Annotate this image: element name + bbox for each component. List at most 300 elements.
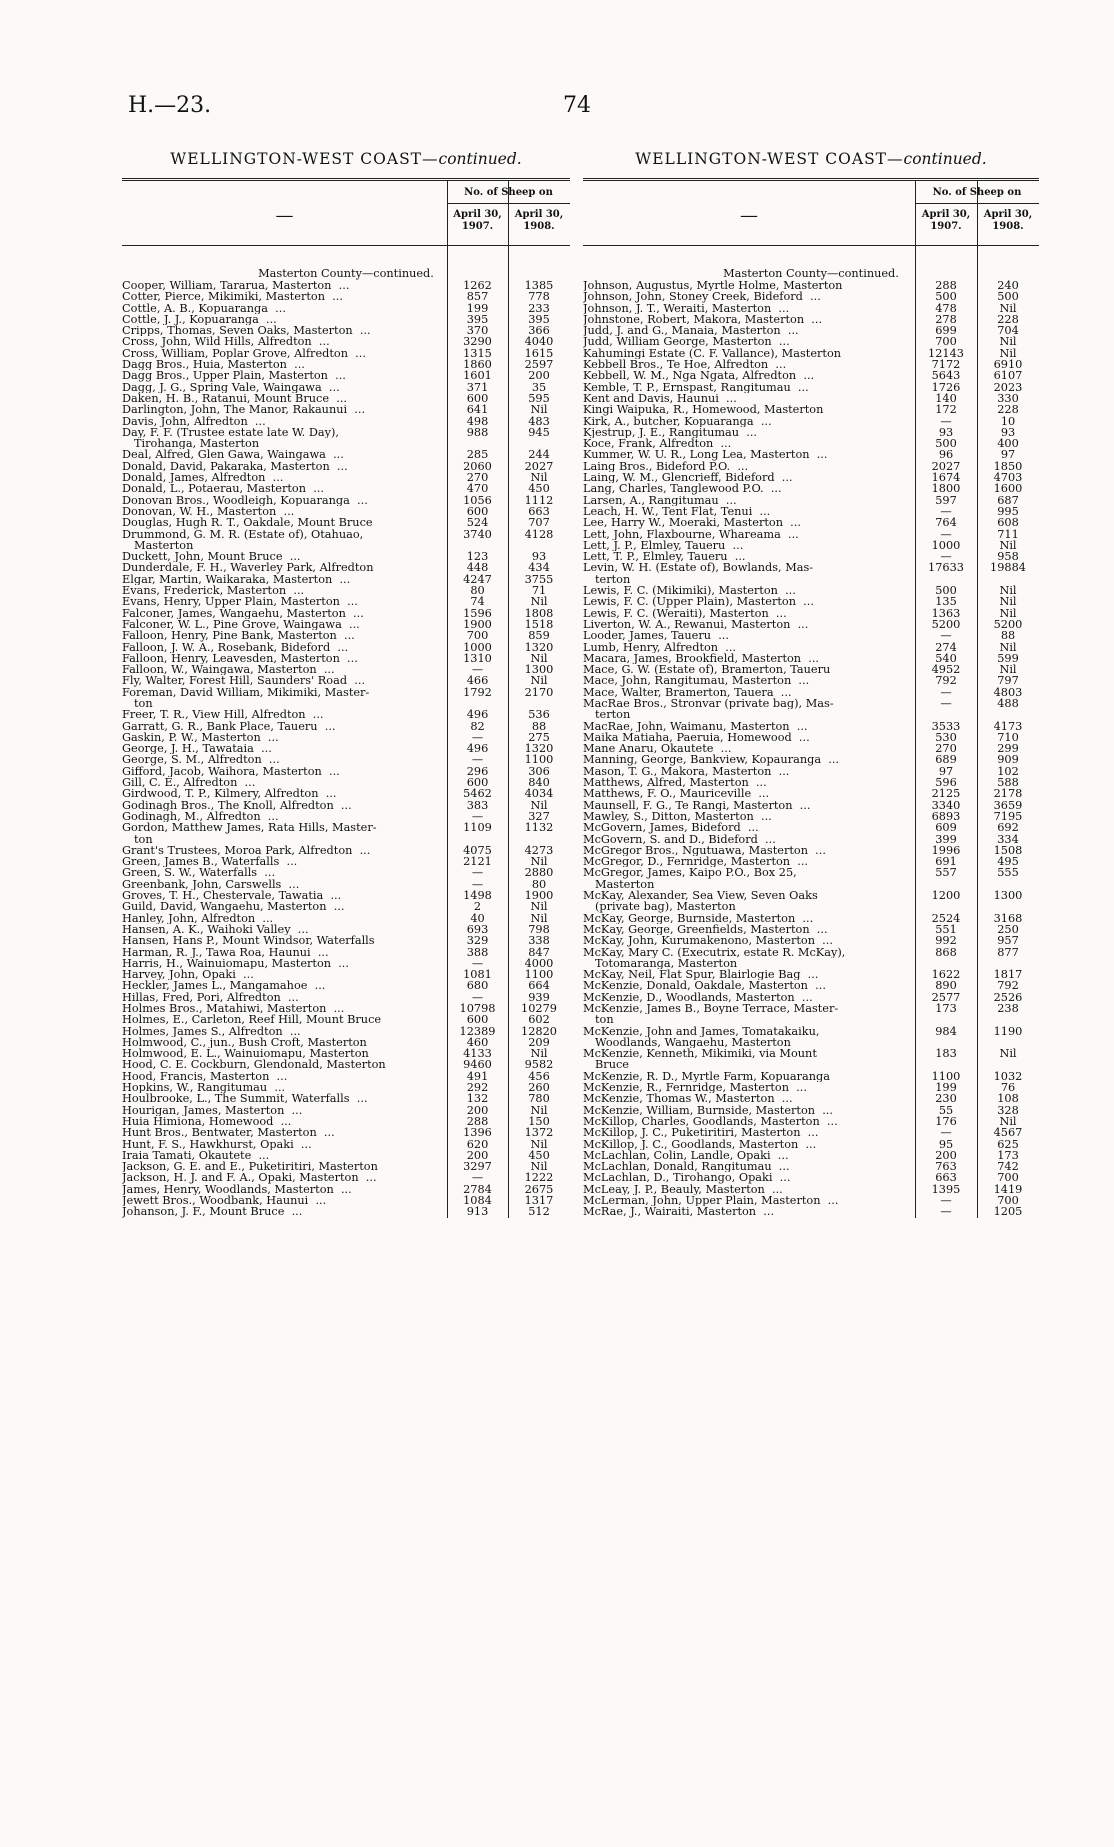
table-row bbox=[583, 370, 1039, 381]
sheep-1908: 495 bbox=[997, 855, 1019, 869]
sheep-1908: 847 bbox=[528, 945, 550, 959]
table-row bbox=[122, 913, 570, 924]
sheep-1908: 2023 bbox=[993, 380, 1023, 394]
sheep-1907: 2 bbox=[473, 900, 482, 914]
table-row bbox=[122, 449, 570, 460]
table-row bbox=[583, 438, 1039, 449]
sheep-1907: 40 bbox=[470, 911, 485, 925]
sheep-1908: 93 bbox=[531, 550, 547, 564]
sheep-1907: 285 bbox=[466, 448, 489, 462]
table-row bbox=[583, 1014, 1039, 1025]
holder-name: Harris, H., Wainuiomapu, Masterton ... bbox=[122, 957, 349, 970]
sheep-1908: 4567 bbox=[993, 1126, 1023, 1140]
table-row bbox=[122, 562, 570, 573]
sheep-1907: 199 bbox=[935, 1081, 957, 1095]
sheep-1907: 176 bbox=[935, 1114, 957, 1128]
sheep-1907: 763 bbox=[935, 1160, 957, 1174]
sheep-1908: 1032 bbox=[993, 1069, 1023, 1083]
table-row bbox=[122, 483, 570, 494]
table-row bbox=[122, 1037, 570, 1048]
sheep-1907: 1000 bbox=[931, 538, 961, 552]
sheep-1908: 334 bbox=[997, 832, 1019, 846]
table-row bbox=[122, 834, 570, 845]
table-row bbox=[122, 291, 570, 302]
holder-name: McKenzie, James B., Boyne Terrace, Master- bbox=[583, 1003, 839, 1015]
sheep-1908: 780 bbox=[528, 1092, 550, 1106]
sheep-1907: 1900 bbox=[463, 617, 492, 631]
table-row bbox=[122, 325, 570, 336]
holder-name: Cross, John, Wild Hills, Alfredton ... bbox=[122, 336, 330, 348]
sheep-1908: Nil bbox=[530, 1103, 548, 1117]
table-row bbox=[122, 1127, 570, 1138]
sheep-1907: 292 bbox=[466, 1081, 489, 1095]
holder-name: Johnson, J. T., Weraiti, Masterton ... bbox=[583, 302, 790, 314]
sheep-1908: 10 bbox=[1000, 414, 1016, 428]
sheep-1908: 1508 bbox=[993, 843, 1023, 857]
table-row bbox=[122, 901, 570, 912]
table-row bbox=[122, 495, 570, 506]
table-row bbox=[583, 721, 1039, 732]
sheep-1908: 233 bbox=[528, 301, 550, 315]
holder-name: Levin, W. H. (Estate of), Bowlands, Mas- bbox=[583, 562, 814, 574]
sheep-1908: 80 bbox=[531, 877, 547, 891]
holder-name: Masterton bbox=[595, 878, 655, 891]
sheep-1908: Nil bbox=[530, 798, 548, 812]
sheep-1907: — bbox=[940, 414, 952, 428]
sheep-1908: 483 bbox=[528, 414, 550, 428]
sheep-1907: 3297 bbox=[463, 1160, 492, 1174]
sheep-1907: 132 bbox=[466, 1092, 489, 1106]
sheep-1908: 687 bbox=[997, 493, 1019, 507]
sheep-1908: 12820 bbox=[521, 1024, 557, 1038]
holder-name: James, Henry, Woodlands, Masterton ... bbox=[122, 1183, 352, 1196]
table-row bbox=[122, 811, 570, 822]
holder-name: Cottle, A. B., Kopuaranga ... bbox=[122, 302, 286, 314]
sheep-1907: 270 bbox=[935, 742, 957, 756]
sheep-1908: 4273 bbox=[524, 843, 554, 857]
sheep-1908: 707 bbox=[528, 516, 550, 530]
sheep-1908: 97 bbox=[1000, 448, 1016, 462]
column-divider bbox=[915, 246, 916, 1218]
table-row bbox=[122, 529, 570, 540]
holder-name: Mace, John, Rangitumau, Masterton ... bbox=[583, 675, 810, 687]
holder-name: Cripps, Thomas, Seven Oaks, Masterton ... bbox=[122, 325, 371, 337]
header-dash: — bbox=[740, 205, 758, 226]
holder-name: MacRae Bros., Stronvar (private bag), Mas- bbox=[583, 697, 834, 710]
table-row bbox=[583, 619, 1039, 630]
holder-name: Hanley, John, Alfredton ... bbox=[122, 912, 274, 924]
sheep-1908: 945 bbox=[528, 425, 550, 439]
table-row bbox=[122, 1161, 570, 1172]
holder-name: Lee, Harry W., Moeraki, Masterton ... bbox=[583, 517, 801, 529]
table-row bbox=[583, 1172, 1039, 1183]
table-row bbox=[122, 359, 570, 370]
sheep-1907: 383 bbox=[466, 798, 489, 812]
table-row bbox=[583, 754, 1039, 765]
sheep-1908: 859 bbox=[528, 629, 550, 643]
holder-name: McGregor, D., Fernridge, Masterton ... bbox=[583, 856, 809, 868]
sheep-1908: 1100 bbox=[524, 753, 554, 767]
sheep-1907: 857 bbox=[466, 290, 489, 304]
table-row bbox=[122, 766, 570, 777]
sheep-1907: 329 bbox=[466, 934, 489, 948]
sheep-1907: 600 bbox=[466, 391, 489, 405]
holder-name: Mace, Walter, Bramerton, Tauera ... bbox=[583, 686, 792, 698]
left-column bbox=[122, 150, 570, 1218]
holder-name: McLachlan, D., Tirohango, Opaki ... bbox=[583, 1172, 791, 1184]
table-row bbox=[122, 1082, 570, 1093]
sheep-1908: 240 bbox=[997, 279, 1019, 292]
sheep-1907: 498 bbox=[466, 414, 489, 428]
holder-name: Manning, George, Bankview, Kopauranga ... bbox=[583, 754, 840, 766]
sheep-1907: 1109 bbox=[463, 821, 492, 835]
table-row bbox=[122, 416, 570, 427]
sheep-1908: 3755 bbox=[524, 572, 554, 586]
holder-name: Green, S. W., Waterfalls ... bbox=[122, 867, 276, 879]
sheep-1908: 512 bbox=[528, 1205, 550, 1219]
sheep-count-group-header: No. of Sheep on bbox=[932, 187, 1022, 198]
sheep-1907: 596 bbox=[935, 776, 957, 790]
title-continued: continued. bbox=[903, 150, 987, 168]
header-dash: — bbox=[275, 205, 294, 226]
sheep-1907: 199 bbox=[466, 301, 489, 315]
holder-name: Lumb, Henry, Alfredton ... bbox=[583, 641, 737, 653]
sheep-1908: 602 bbox=[528, 1013, 550, 1027]
sheep-1907: 1200 bbox=[931, 889, 961, 903]
holder-name: Holmwood, C., jun., Bush Croft, Masterton bbox=[122, 1036, 367, 1049]
holder-name: Falloon, Henry, Pine Bank, Masterton ... bbox=[122, 630, 355, 642]
table-row bbox=[122, 777, 570, 788]
table-row bbox=[583, 585, 1039, 596]
table-row bbox=[122, 754, 570, 765]
sheep-1908: 700 bbox=[997, 1171, 1019, 1185]
table-row bbox=[122, 980, 570, 991]
sheep-1907: 140 bbox=[935, 391, 957, 405]
sheep-1908: 3659 bbox=[993, 798, 1023, 812]
sheep-1908: 588 bbox=[997, 776, 1019, 790]
table-row bbox=[583, 382, 1039, 393]
sheep-1907: 3290 bbox=[463, 335, 492, 349]
holder-name: McKenzie, William, Burnside, Masterton ... bbox=[583, 1104, 833, 1116]
table-row bbox=[583, 947, 1039, 958]
sheep-1908: 995 bbox=[997, 504, 1019, 518]
sheep-1907: 500 bbox=[935, 584, 957, 598]
sheep-1907: 1596 bbox=[463, 606, 492, 620]
sheep-1907: — bbox=[471, 956, 484, 970]
table-row bbox=[583, 879, 1039, 890]
sheep-1907: 466 bbox=[466, 674, 489, 688]
table-row bbox=[122, 404, 570, 415]
sheep-1908: Nil bbox=[530, 1160, 548, 1174]
right-column bbox=[583, 150, 1039, 1218]
holder-name: Harman, R. J., Tawa Roa, Haunui ... bbox=[122, 946, 329, 958]
sheep-1908: 102 bbox=[997, 764, 1019, 778]
table-row bbox=[122, 280, 570, 291]
sheep-1908: 327 bbox=[528, 809, 550, 823]
sheep-1907: 491 bbox=[466, 1069, 489, 1083]
sheep-1908: 4128 bbox=[524, 527, 554, 541]
holder-name: Duckett, John, Mount Bruce ... bbox=[122, 551, 301, 563]
table-row bbox=[122, 890, 570, 901]
table-row bbox=[583, 1195, 1039, 1206]
sheep-1907: 1395 bbox=[931, 1182, 961, 1196]
sheep-1907: 699 bbox=[935, 324, 957, 338]
holder-name: McKay, Alexander, Sea View, Seven Oaks bbox=[583, 890, 818, 902]
sheep-1907: 1622 bbox=[931, 968, 961, 982]
sheep-1907: 500 bbox=[935, 437, 957, 451]
table-row bbox=[583, 630, 1039, 641]
holder-name: Cooper, William, Tararua, Masterton ... bbox=[122, 280, 350, 292]
holder-name: MacRae, John, Waimanu, Masterton ... bbox=[583, 720, 808, 732]
table-row bbox=[583, 1161, 1039, 1172]
holder-name: McKenzie, Donald, Oakdale, Masterton ... bbox=[583, 980, 826, 992]
sheep-1907: 530 bbox=[935, 730, 957, 744]
holder-name: Harvey, John, Opaki ... bbox=[122, 969, 254, 981]
holder-name: Lang, Charles, Tanglewood P.O. ... bbox=[583, 483, 782, 495]
sheep-1907: 524 bbox=[466, 516, 489, 530]
sheep-1908: 3168 bbox=[993, 911, 1023, 925]
sheep-1908: 400 bbox=[997, 437, 1019, 451]
holder-name: Hourigan, James, Masterton ... bbox=[122, 1104, 303, 1116]
holder-name: McKenzie, Kenneth, Mikimiki, via Mount bbox=[583, 1048, 817, 1060]
sheep-1907: 1674 bbox=[931, 471, 961, 485]
table-row bbox=[122, 788, 570, 799]
sheep-1907: 868 bbox=[935, 945, 957, 959]
table-row bbox=[583, 743, 1039, 754]
sheep-1907: 1100 bbox=[931, 1069, 961, 1083]
sheep-1908: 500 bbox=[997, 290, 1019, 304]
table-row bbox=[583, 280, 1039, 291]
sheep-1908: 88 bbox=[1000, 629, 1016, 643]
sheep-1907: 1726 bbox=[931, 380, 961, 394]
table-row bbox=[122, 438, 570, 449]
sheep-1908: 7195 bbox=[993, 809, 1023, 823]
holder-name: Mane Anaru, Okautete ... bbox=[583, 743, 732, 755]
sheep-1908: 244 bbox=[528, 448, 550, 462]
holder-name: Mawley, S., Ditton, Masterton ... bbox=[583, 810, 772, 823]
sheep-1907: 1084 bbox=[463, 1194, 492, 1208]
sheep-1908 bbox=[977, 1014, 1039, 1025]
holder-name: Kingi Waipuka, R., Homewood, Masterton bbox=[583, 404, 824, 416]
sheep-1907: — bbox=[940, 1126, 952, 1140]
sheep-1907: 680 bbox=[466, 979, 489, 993]
sheep-1907: 3533 bbox=[931, 719, 961, 733]
sheep-1908: 1300 bbox=[993, 889, 1023, 903]
table-row bbox=[122, 348, 570, 359]
sheep-1908: 909 bbox=[997, 753, 1019, 767]
holder-name: Holmes, E., Carleton, Reef Hill, Mount Bruce bbox=[122, 1014, 382, 1026]
table-row bbox=[122, 585, 570, 596]
sheep-1907: 620 bbox=[466, 1137, 489, 1151]
holder-name: Macara, James, Brookfield, Masterton ... bbox=[583, 652, 820, 665]
sheep-1908: Nil bbox=[999, 640, 1017, 654]
table-row bbox=[122, 1139, 570, 1150]
holder-name: McKay, Mary C. (Executrix, estate R. McKay), bbox=[583, 946, 846, 958]
header-1908: April 30, 1908. bbox=[983, 209, 1033, 232]
sheep-1907: — bbox=[471, 1171, 484, 1185]
table-row bbox=[583, 1093, 1039, 1104]
sheep-1908: 200 bbox=[528, 369, 550, 383]
section-heading: Masterton County—continued. bbox=[723, 267, 899, 280]
sheep-1908: 6107 bbox=[993, 369, 1023, 383]
sheep-1907: 278 bbox=[935, 312, 957, 326]
sheep-1907: 5200 bbox=[931, 617, 961, 631]
table-row bbox=[122, 630, 570, 641]
sheep-1907: — bbox=[471, 753, 484, 767]
holder-name: Maunsell, F. G., Te Rangi, Masterton ... bbox=[583, 799, 811, 811]
table-row bbox=[122, 969, 570, 980]
holder-name: Garratt, G. R., Bank Place, Taueru ... bbox=[122, 720, 336, 732]
table-row bbox=[122, 732, 570, 743]
sheep-1907: 597 bbox=[935, 493, 957, 507]
sheep-1908: 1808 bbox=[524, 606, 554, 620]
table-row bbox=[122, 845, 570, 856]
sheep-1908: Nil bbox=[530, 471, 548, 485]
sheep-1907 bbox=[915, 1014, 977, 1025]
sheep-1908: 958 bbox=[997, 550, 1019, 564]
holder-name: Kemble, T. P., Ernspast, Rangitumau ... bbox=[583, 381, 809, 393]
sheep-1907: 55 bbox=[938, 1103, 954, 1117]
table-row bbox=[583, 811, 1039, 822]
sheep-1908: 1419 bbox=[993, 1182, 1023, 1196]
sheep-1907: 96 bbox=[938, 448, 954, 462]
sheep-1908: 228 bbox=[997, 312, 1019, 326]
header-1907: April 30, 1907. bbox=[921, 209, 971, 232]
sheep-1907: 5643 bbox=[931, 369, 961, 383]
table-row bbox=[583, 653, 1039, 664]
sheep-1907: 4247 bbox=[463, 572, 492, 586]
holder-name: Kent and Davis, Haunui ... bbox=[583, 392, 737, 405]
table-row bbox=[122, 867, 570, 878]
holder-name: Cross, William, Poplar Grove, Alfredton ... bbox=[122, 347, 366, 360]
section-heading: Masterton County—continued. bbox=[258, 267, 434, 280]
table-row bbox=[583, 675, 1039, 686]
holder-name: Jewett Bros., Woodbank, Haunui ... bbox=[122, 1195, 327, 1207]
sheep-1907: 2524 bbox=[931, 911, 961, 925]
holder-name: Donald, David, Pakaraka, Masterton ... bbox=[122, 460, 348, 473]
holder-name: Johnson, John, Stoney Creek, Bideford ... bbox=[583, 291, 821, 303]
table-row bbox=[122, 472, 570, 483]
table-row bbox=[583, 698, 1039, 709]
sheep-1907: 2784 bbox=[463, 1182, 492, 1196]
table-row bbox=[122, 427, 570, 438]
table-row bbox=[122, 574, 570, 585]
holder-name: Jackson, G. E. and E., Puketiritiri, Masterton bbox=[122, 1161, 378, 1173]
sheep-1907: 557 bbox=[935, 866, 957, 880]
sheep-1907: 2577 bbox=[931, 990, 961, 1004]
table-row bbox=[122, 1195, 570, 1206]
table-row bbox=[583, 901, 1039, 912]
holder-name: McLerman, John, Upper Plain, Masterton ... bbox=[583, 1195, 839, 1207]
table-row bbox=[583, 1082, 1039, 1093]
table-row bbox=[583, 404, 1039, 415]
holder-name: Douglas, Hugh R. T., Oakdale, Mount Bruce bbox=[122, 517, 373, 529]
holder-name: Cottle, J. J., Kopuaranga ... bbox=[122, 313, 277, 326]
sheep-1908: 1132 bbox=[524, 821, 554, 835]
sheep-1907: 74 bbox=[470, 595, 485, 609]
sheep-1907: 200 bbox=[466, 1148, 489, 1162]
sheep-1908: 2027 bbox=[524, 459, 554, 473]
table-row bbox=[122, 1206, 570, 1217]
sheep-1908: Nil bbox=[530, 1047, 548, 1061]
holder-name: Lewis, F. C. (Mikimiki), Masterton ... bbox=[583, 585, 796, 597]
holder-name: Foreman, David William, Mikimiki, Master- bbox=[122, 686, 370, 698]
holder-name: Falloon, Henry, Leavesden, Masterton ... bbox=[122, 652, 358, 665]
table-row bbox=[122, 1026, 570, 1037]
sheep-1907: 609 bbox=[935, 821, 957, 835]
sheep-1908: 10279 bbox=[521, 1002, 557, 1015]
table-row bbox=[122, 1059, 570, 1070]
table-row bbox=[122, 924, 570, 935]
holder-name: McLeay, J. P., Beauly, Masterton ... bbox=[583, 1183, 783, 1196]
sheep-1907: 1262 bbox=[463, 279, 492, 292]
sheep-1907: 1498 bbox=[463, 889, 492, 903]
sheep-1907 bbox=[915, 709, 977, 720]
sheep-1908: 434 bbox=[528, 561, 550, 575]
sheep-1907: 641 bbox=[466, 403, 489, 417]
sheep-1908: 1850 bbox=[993, 459, 1023, 473]
holder-name: Kebbell Bros., Te Hoe, Alfredton ... bbox=[583, 359, 787, 371]
holder-name: McKillop, J. C., Goodlands, Masterton ... bbox=[583, 1138, 817, 1150]
sheep-1907: 470 bbox=[466, 482, 489, 496]
table-row bbox=[583, 834, 1039, 845]
sheep-1907: — bbox=[940, 550, 952, 564]
sheep-1907: 3340 bbox=[931, 798, 961, 812]
sheep-1907: — bbox=[940, 527, 952, 541]
table-row bbox=[583, 495, 1039, 506]
holder-name: Lett, John, Flaxbourne, Whareama ... bbox=[583, 528, 799, 540]
page-number: 74 bbox=[563, 93, 591, 118]
sheep-1908: 2597 bbox=[524, 358, 554, 372]
sheep-1908: 9582 bbox=[524, 1058, 554, 1072]
holder-name: McKenzie, R., Fernridge, Masterton ... bbox=[583, 1082, 807, 1094]
table-row bbox=[583, 1105, 1039, 1116]
holder-name: ton bbox=[134, 697, 153, 710]
table-row bbox=[583, 642, 1039, 653]
table-row bbox=[583, 291, 1039, 302]
holder-name: Jackson, H. J. and F. A., Opaki, Masterton ... bbox=[122, 1172, 377, 1184]
table-row bbox=[583, 992, 1039, 1003]
sheep-1907: 1792 bbox=[463, 685, 492, 699]
holder-name: Heckler, James L., Mangamahoe ... bbox=[122, 980, 326, 992]
sheep-1908: 4034 bbox=[524, 787, 554, 801]
sheep-1908: 4703 bbox=[993, 471, 1023, 485]
table-row bbox=[122, 800, 570, 811]
holder-name: McLachlan, Donald, Rangitumau ... bbox=[583, 1161, 790, 1173]
table-header bbox=[583, 181, 1039, 246]
sheep-1908: 4173 bbox=[993, 719, 1023, 733]
holder-name: Elgar, Martin, Waikaraka, Masterton ... bbox=[122, 573, 351, 586]
holder-name: Donald, L., Potaerau, Masterton ... bbox=[122, 483, 324, 495]
table-row bbox=[583, 788, 1039, 799]
holder-name: Gordon, Matthew James, Rata Hills, Master- bbox=[122, 822, 377, 834]
table-row bbox=[122, 596, 570, 607]
sheep-1908: 1100 bbox=[524, 968, 554, 982]
holder-name: Laing, W. M., Glencrieff, Bideford ... bbox=[583, 472, 793, 484]
sheep-1907: 5462 bbox=[463, 787, 492, 801]
table-row bbox=[122, 856, 570, 867]
sheep-1907: — bbox=[471, 809, 484, 823]
sheep-1908: 35 bbox=[531, 380, 547, 394]
holder-name: McGregor Bros., Ngutuawa, Masterton ... bbox=[583, 844, 826, 857]
sheep-1907: 600 bbox=[466, 1013, 489, 1027]
sheep-1908: 108 bbox=[997, 1092, 1019, 1106]
sheep-count-group-header: No. of Sheep on bbox=[464, 187, 553, 198]
holder-name: McKenzie, John and James, Tomatakaiku, bbox=[583, 1025, 820, 1037]
table-row bbox=[583, 325, 1039, 336]
sheep-1908: 595 bbox=[528, 391, 550, 405]
sheep-1908: 1190 bbox=[993, 1024, 1023, 1038]
